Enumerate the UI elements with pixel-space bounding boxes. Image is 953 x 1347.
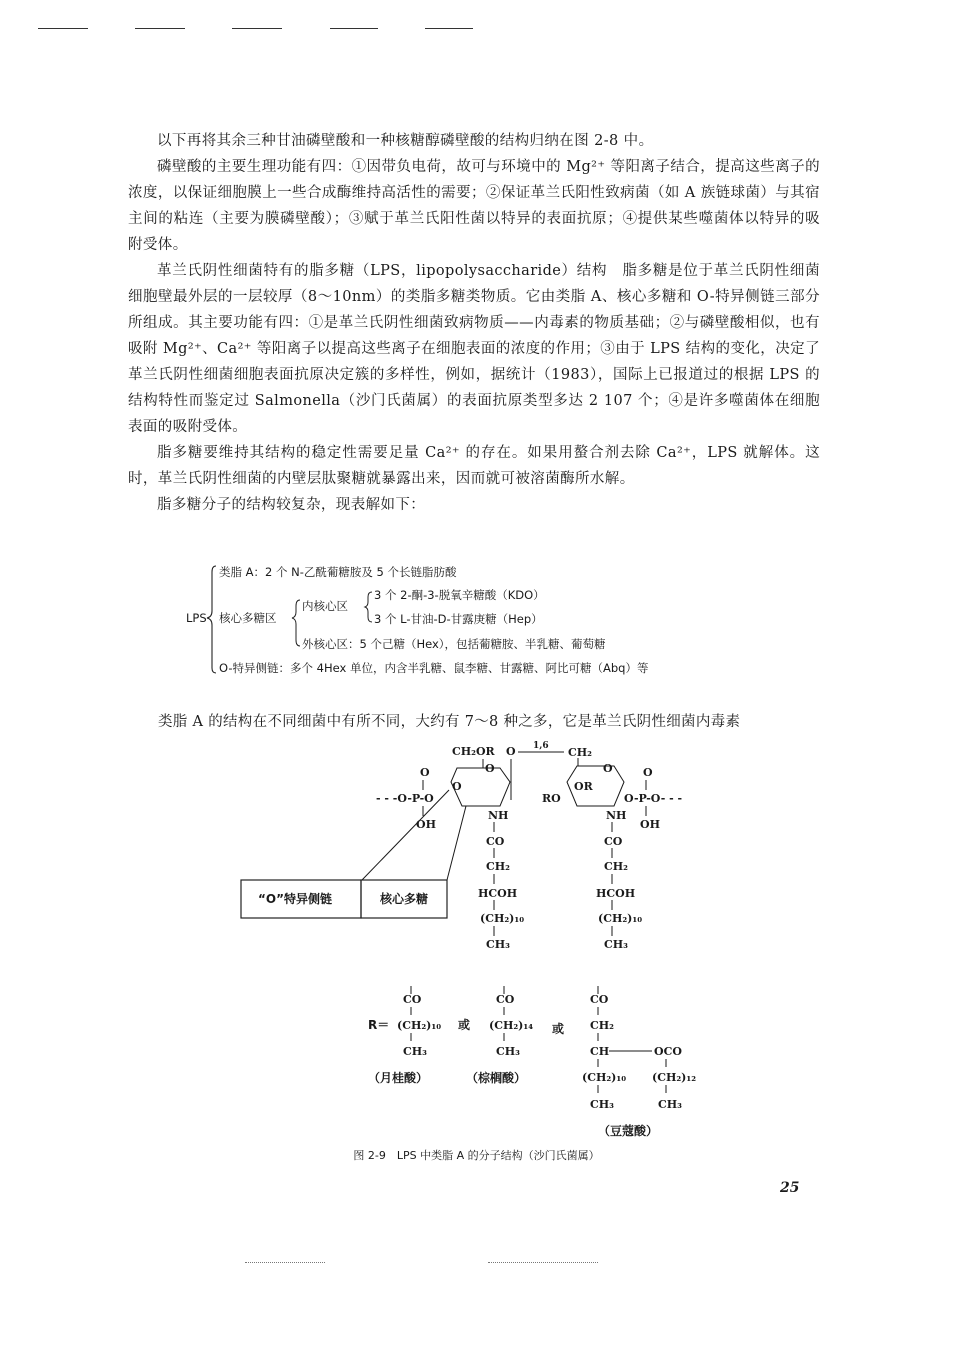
chem-oh-right: OH [640, 818, 660, 831]
lps-root: LPS [186, 611, 207, 625]
chem-ring-o2: O [452, 780, 462, 793]
bottom-dots [245, 1262, 325, 1263]
chem-r3-ch: CH [590, 1045, 610, 1058]
paragraph: 磷壁酸的主要生理功能有四：①因带负电荷，故可与环境中的 Mg²⁺ 等阳离子结合，提高这些离子的浓度，以保证细胞膜上一些合成酶维持高活性的需要；②保证革兰氏阳性致病菌（如 A 族链球菌）与其宿主间的粘连（主要为膜磷壁酸）；③赋于革兰氏阳性菌以特异的表面抗原；④提供某些噬菌体以特异的吸附受体。 [128, 159, 820, 253]
chem-co-right: CO [604, 835, 623, 848]
paragraph: 以下再将其余三种甘油磷壁酸和一种核糖醇磷壁酸的结构归纳在图 2-8 中。 [157, 133, 654, 149]
lps-o-chain: O-特异侧链：多个 4Hex 单位，内含半乳糖、鼠李糖、甘露糖、阿比可糖（Abq）等 [219, 661, 649, 675]
chem-nh-right: NH [606, 809, 627, 822]
chem-r2-ch3: CH₃ [496, 1045, 520, 1058]
chem-ro: RO [542, 792, 561, 805]
chem-nh-left: NH [488, 809, 509, 822]
chem-ch2: CH₂ [568, 746, 592, 759]
chem-phosphate-left: - - -O-P-O [376, 792, 434, 805]
chem-r3-chain2: (CH₂)₁₂ [652, 1071, 697, 1084]
chem-p-o2: O [643, 766, 653, 779]
chem-r3-ch3a: CH₃ [590, 1098, 614, 1111]
chem-ring-o3: O [603, 762, 613, 775]
chem-hcoh-left: HCOH [478, 887, 518, 900]
acid-lauric: （月桂酸） [368, 1071, 429, 1085]
lps-inner-core-2: 3 个 L-甘油-D-甘露庚糖（Hep） [374, 612, 543, 626]
chem-ch3-left: CH₃ [486, 938, 510, 951]
figure-caption: 图 2-9 LPS 中类脂 A 的分子结构（沙门氏菌属） [353, 1149, 600, 1162]
para-after: 类脂 A 的结构在不同细菌中有所不同，大约有 7～8 种之多，它是革兰氏阴性细菌内毒素 [158, 714, 741, 730]
acid-palmitic: （棕榈酸） [466, 1071, 527, 1085]
chem-r1-co: CO [403, 993, 422, 1006]
chem-r1-chain: (CH₂)₁₀ [397, 1019, 442, 1032]
box-o-chain: “O”特异侧链 [258, 892, 332, 906]
chem-p-o: O [420, 766, 430, 779]
paragraph: 革兰氏阴性细菌特有的脂多糖（LPS，lipopolysaccharide）结构 脂多糖是位于革兰氏阴性细菌细胞壁最外层的一层较厚（8～10nm）的类脂多糖类物质。它由类脂 A、核心多糖和 O-特异侧链三部分所组成。其主要功能有四：①是革兰氏阴性细菌致病物质——内毒素的物质基础；②与磷壁酸相似，也有吸附 Mg²⁺、Ca²⁺ 等阳离子以提高这些离子在细胞表面的浓度的作用；③由于 LPS 结构的变化，决定了革兰氏阴性细菌细胞表面抗原决定簇的多样性，例如，据统计（1983），国际上已报道过的根据 LPS 的结构特性而鉴定过 Salmonella（沙门氏菌属）的表面抗原类型多达 2 107 个；④是许多噬菌体在细胞表面的吸附受体。 [128, 263, 820, 435]
or-word-2: 或 [552, 1022, 565, 1036]
chem-ch2-left: CH₂ [486, 860, 510, 873]
lps-outer-core: 外核心区：5 个己糖（Hex），包括葡糖胺、半乳糖、葡萄糖 [302, 637, 606, 651]
chem-co-left: CO [486, 835, 505, 848]
chem-r3-oco: OCO [654, 1045, 682, 1058]
bottom-dots [488, 1262, 598, 1263]
chem-ch2n-left: (CH₂)₁₀ [480, 912, 525, 925]
chem-ch2n-right: (CH₂)₁₀ [598, 912, 643, 925]
chem-ch2or: CH₂OR [452, 745, 495, 758]
chem-oh-left: OH [416, 818, 436, 831]
chem-r3-co: CO [590, 993, 609, 1006]
chem-r3-chain1: (CH₂)₁₀ [582, 1071, 627, 1084]
lps-inner-core-label: 内核心区 [302, 599, 348, 613]
lps-core-label: 核心多糖区 [219, 611, 277, 625]
chem-or: OR [574, 780, 593, 793]
chem-r3-ch2: CH₂ [590, 1019, 614, 1032]
lps-inner-core-1: 3 个 2-酮-3-脱氧辛糖酸（KDO） [374, 588, 545, 602]
chem-r3-ch3b: CH₃ [658, 1098, 682, 1111]
box-core: 核心多糖 [380, 892, 429, 906]
paragraph: 脂多糖分子的结构较复杂，现表解如下： [157, 497, 426, 513]
chem-phosphate-right: O-P-O- - - [624, 792, 683, 805]
lps-lipid-a: 类脂 A：2 个 N-乙酰葡糖胺及 5 个长链脂肪酸 [219, 565, 457, 579]
acid-myristic: （豆蔻酸） [598, 1124, 659, 1138]
chem-o-link: O [506, 745, 516, 758]
chem-r2-co: CO [496, 993, 515, 1006]
chem-r1-ch3: CH₃ [403, 1045, 427, 1058]
paragraph: 脂多糖要维持其结构的稳定性需要足量 Ca²⁺ 的存在。如果用螯合剂去除 Ca²⁺，LPS 就解体。这时，革兰氏阴性细菌的内壁层肽聚糖就暴露出来，因而就可被溶菌酶所水解。 [128, 445, 820, 487]
chem-hcoh-right: HCOH [596, 887, 636, 900]
page-number: 25 [780, 1180, 800, 1196]
chem-r2-chain: (CH₂)₁₄ [489, 1019, 534, 1032]
or-word-1: 或 [458, 1018, 471, 1032]
chem-ring-o: O [485, 762, 495, 775]
chem-ch3-right: CH₃ [604, 938, 628, 951]
linkage-label: 1,6 [533, 741, 549, 751]
r-definition: R＝ [368, 1018, 390, 1032]
chem-ch2-right: CH₂ [604, 860, 628, 873]
